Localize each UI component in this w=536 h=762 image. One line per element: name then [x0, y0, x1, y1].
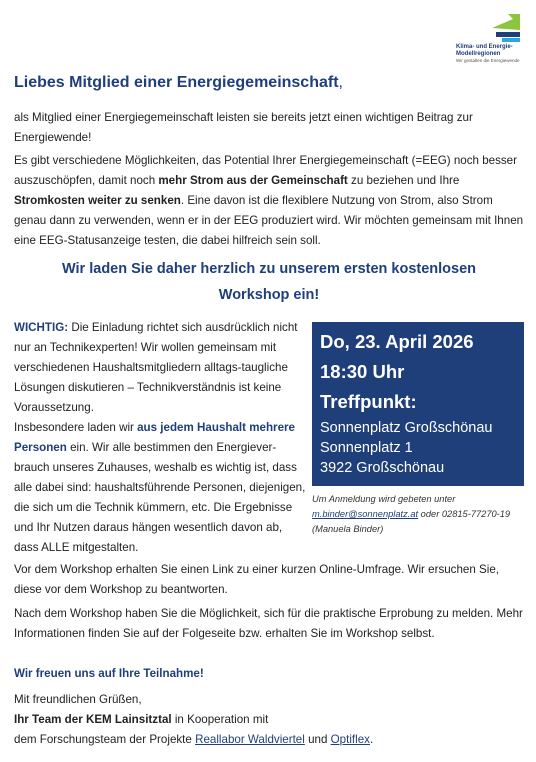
- project-link-reallabor[interactable]: Reallabor Waldviertel: [195, 733, 305, 746]
- invitation-line-2: Workshop ein!: [218, 287, 320, 303]
- registration-contact: (Manuela Binder): [312, 524, 384, 534]
- kem-logo: [446, 14, 526, 64]
- page-title: [14, 72, 343, 94]
- potential-text-c: zu beziehen und Ihre: [347, 174, 460, 187]
- registration-phone: oder 02815-77270-19: [418, 509, 511, 519]
- event-place: Sonnenplatz Großschönau: [320, 420, 493, 436]
- household-text-c: ein. Wir alle bestimmen den Energiever-brauch unseres Zuhauses, weshalb es wichtig ist, dass alle dabei sind: haushaltsführende Personen, diejenigen, die sich um die Technik kümmern, etc. Die Ergebnisse und Ihr Nutzen daraus hängen wesentlich davon ab, dass ALLE mitgestalten.: [14, 441, 306, 554]
- invitation-line-1: Wir laden Sie daher herzlich zu unserem ersten kostenlosen: [61, 261, 477, 277]
- closing-line: Wir freuen uns auf Ihre Teilnahme!: [14, 667, 204, 680]
- event-time: 18:30 Uhr: [320, 361, 405, 382]
- survey-paragraph: Vor dem Workshop erhalten Sie einen Link zu einer kurzen Online-Umfrage. Wir ersuchen Sie, diese vor dem Workshop zu beantworten.: [14, 563, 500, 596]
- potential-text-e: . Eine davon ist die flexiblere Nutzung von Strom, also Strom genau dann zu verwenden, wenn er in der EEG produziert wird. Wir möchten gemeinsam mit Ihnen eine EEG-Statusanzeige testen, die dabei hilfreich sein soll.: [14, 194, 524, 247]
- potential-text-a: Es gibt verschiedene Möglichkeiten, das Potential Ihrer Energiegemeinschaft (=EEG) noch besser auszuschöpfen, damit noch: [14, 154, 517, 187]
- logo-tagline: Wir gestalten die Energiewende: [456, 58, 520, 63]
- signature-and: und: [304, 733, 331, 746]
- registration-text: Um Anmeldung wird gebeten unter: [312, 494, 456, 504]
- event-date: Do, 23. April 2026: [320, 331, 474, 352]
- household-bold: aus jedem Haushalt mehrere Personen: [14, 421, 295, 454]
- household-text-a: Insbesondere laden wir: [14, 421, 138, 434]
- registration-email-link[interactable]: m.binder@sonnenplatz.at: [312, 509, 419, 519]
- potential-bold-b: mehr Strom aus der Gemeinschaft: [158, 174, 348, 187]
- signature-line-2: [14, 730, 524, 750]
- greeting-line: Mit freundlichen Grüßen,: [14, 693, 142, 706]
- event-city: 3922 Großschönau: [320, 460, 445, 476]
- important-label: WICHTIG:: [14, 321, 69, 334]
- signature-intro: dem Forschungsteam der Projekte: [14, 733, 196, 746]
- meeting-label: Treffpunkt:: [320, 391, 417, 412]
- event-street: Sonnenplatz 1: [320, 440, 413, 456]
- event-address: [320, 418, 493, 478]
- title-text: Liebes Mitglied einer Energiegemeinschaft: [14, 74, 339, 91]
- potential-paragraph: [14, 151, 524, 251]
- signature-team: Ihr Team der KEM Lainsitztal: [14, 713, 172, 726]
- project-link-optiflex[interactable]: Optiflex: [330, 733, 370, 746]
- registration-note: [312, 492, 532, 537]
- signature-line-1: [14, 710, 524, 730]
- important-paragraph: [14, 318, 306, 418]
- logo-line-2: Modellregionen: [456, 51, 501, 57]
- household-paragraph: [14, 418, 306, 558]
- logo-mark-icon: [486, 14, 520, 44]
- after-workshop-paragraph: Nach dem Workshop haben Sie die Möglichkeit, sich für die praktische Erprobung zu melden. Mehr Informationen finden Sie auf der Folgeseite bzw. erhalten Sie im Workshop selbst.: [14, 607, 523, 640]
- signature-end: .: [369, 733, 374, 746]
- signature-coop: in Kooperation mit: [171, 713, 269, 726]
- event-info-box: [312, 322, 524, 486]
- logo-line-1: Klima- und Energie-: [456, 44, 513, 50]
- important-text: Die Einladung richtet sich ausdrücklich nicht nur an Technikexperten! Wir wollen gemeinsam mit verschiedenen Haushaltsmitgliedern alltags-taugliche Lösungen diskutieren – Technikverständnis ist keine Voraussetzung.: [14, 321, 298, 414]
- intro-paragraph: als Mitglied einer Energiegemeinschaft leisten sie bereits jetzt einen wichtigen Beitrag zur Energiewende!: [14, 111, 473, 144]
- title-comma: ,: [338, 74, 343, 91]
- potential-bold-d: Stromkosten weiter zu senken: [14, 194, 181, 207]
